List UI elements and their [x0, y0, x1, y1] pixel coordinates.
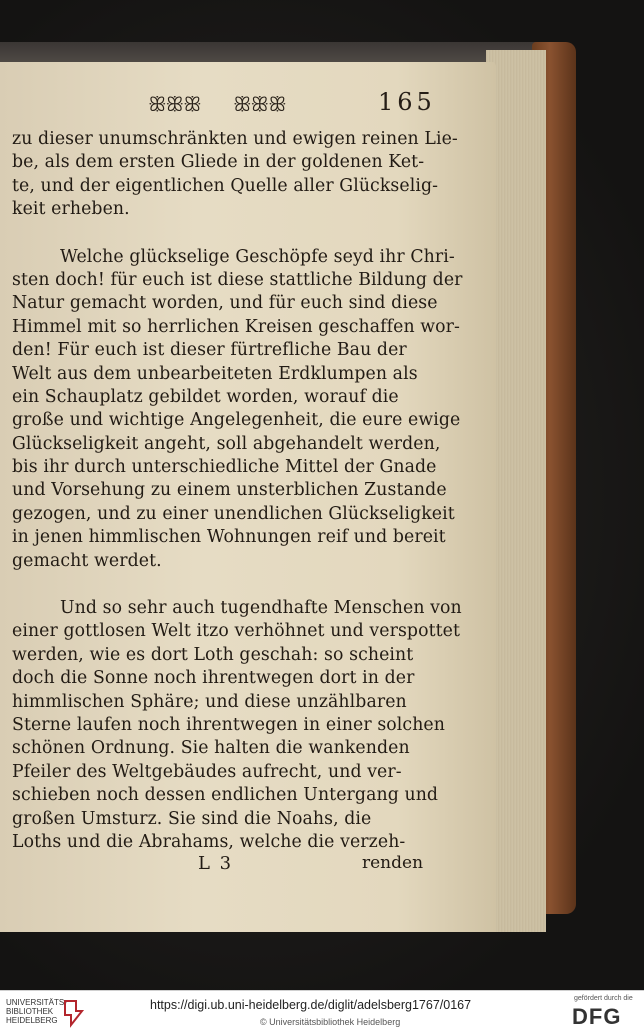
text-line: sten doch! für euch ist diese stattliche Bildung der: [12, 269, 463, 290]
text-line: große und wichtige Angelegenheit, die eure ewige: [12, 410, 461, 431]
library-name[interactable]: [6, 998, 66, 1025]
text-line: ein Schauplatz gebildet worden, worauf die: [12, 386, 399, 407]
text-line: einer gottlosen Welt itzo verhöhnet und verspottet: [12, 621, 461, 642]
text-line: und Vorsehung zu einem unsterblichen Zustande: [12, 480, 447, 501]
text-line: Und so sehr auch tugendhafte Menschen von: [60, 598, 462, 619]
text-line: gezogen, und zu einer unendlichen Glückseligkeit: [12, 503, 455, 524]
text-line: Sterne laufen noch ihrentwegen in einer solchen: [12, 714, 445, 735]
text-line: Himmel mit so herrlichen Kreisen geschaffen wor-: [12, 316, 460, 337]
library-name-line: UNIVERSITÄTS-: [6, 998, 67, 1007]
copyright-notice: © Universitätsbibliothek Heidelberg: [260, 1017, 401, 1027]
text-line: te, und der eigentlichen Quelle aller Glückselig-: [12, 175, 439, 196]
text-line: keit erheben.: [12, 199, 130, 220]
text-line: himmlischen Sphäre; und diese unzählbaren: [12, 691, 407, 712]
header-ornament-left: ꕥꕥꕥ: [148, 92, 201, 116]
text-line: Natur gemacht worden, und für euch sind diese: [12, 293, 438, 314]
text-line: bis ihr durch unterschiedliche Mittel der Gnade: [12, 457, 437, 478]
text-line: in jenen himmlischen Wohnungen reif und bereit: [12, 527, 446, 548]
text-line: zu dieser unumschränkten und ewigen reinen Lie-: [12, 129, 458, 149]
text-line: doch die Sonne noch ihrentwegen dort in der: [12, 668, 415, 689]
body-text: [12, 128, 463, 854]
header-ornament-right: ꕥꕥꕥ: [233, 92, 286, 116]
text-line: gemacht werdet.: [12, 550, 162, 571]
library-logo-icon[interactable]: [62, 999, 84, 1027]
text-line: schieben noch dessen endlichen Untergang und: [12, 785, 439, 806]
catchword: renden: [362, 853, 424, 873]
text-line: großen Umsturz. Sie sind die Noahs, die: [12, 808, 372, 829]
dfg-logo[interactable]: DFG: [572, 1004, 622, 1029]
text-line: Welche glückselige Geschöpfe seyd ihr Chri-: [60, 246, 455, 267]
text-line: schönen Ordnung. Sie halten die wankenden: [12, 738, 410, 759]
text-line: Loths und die Abrahams, welche die verzeh-: [12, 831, 406, 852]
text-line: be, als dem ersten Gliede in der goldenen Ket-: [12, 152, 425, 173]
book-top-edge: [0, 42, 560, 64]
signature-mark: L 3: [198, 853, 234, 874]
text-line: Pfeiler des Weltgebäudes aufrecht, und ver-: [12, 761, 402, 782]
library-name-line: HEIDELBERG: [6, 1016, 58, 1025]
text-line: werden, wie es dort Loth geschah: so scheint: [12, 644, 414, 665]
permalink-url[interactable]: https://digi.ub.uni-heidelberg.de/diglit/adelsberg1767/0167: [150, 998, 472, 1012]
text-line: Welt aus dem unbearbeiteten Erdklumpen als: [12, 363, 418, 384]
text-line: den! Für euch ist dieser fürtrefliche Bau der: [12, 340, 407, 361]
library-name-line: BIBLIOTHEK: [6, 1007, 54, 1016]
text-line: Glückseligkeit angeht, soll abgehandelt werden,: [12, 433, 441, 454]
funding-note: gefördert durch die: [574, 995, 633, 1002]
viewer-footer: [0, 990, 644, 1036]
page-number: 165: [378, 88, 436, 116]
